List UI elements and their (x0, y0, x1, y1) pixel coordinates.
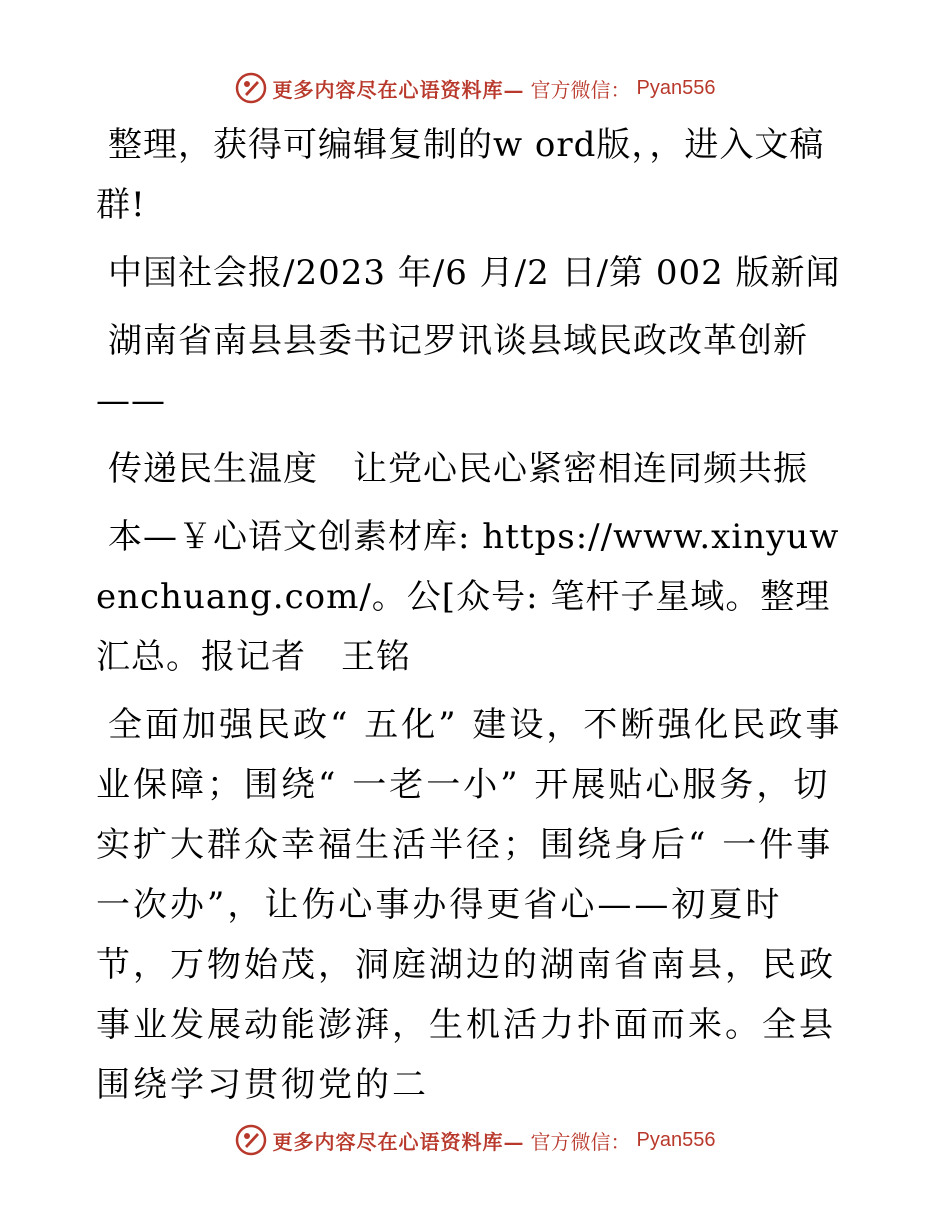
wechat-label: 官方微信： (530, 1129, 631, 1154)
watermark-slogan: 更多内容尽在心语资料库— (272, 1129, 525, 1154)
wechat-id: Pyan556 (636, 76, 716, 99)
wechat-id: Pyan556 (636, 1128, 716, 1151)
brand-logo-icon (235, 1124, 267, 1156)
paragraph-subheadline: 传递民生温度 让党心民心紧密相连同频共振 (108, 449, 808, 489)
paragraph-intro-note: 整理，获得可编辑复制的w ord版，，进入文稿群! (96, 125, 825, 225)
paragraph-headline: 湖南省南县县委书记罗讯谈县域民政改革创新—— (96, 321, 808, 421)
brand-logo-icon (235, 72, 267, 104)
wechat-label: 官方微信： (530, 77, 631, 102)
paragraph-article-body: 全面加强民政“ 五化” 建设，不断强化民政事业保障；围绕“ 一老一小” 开展贴心服务，切实扩大群众幸福生活半径；围绕身后“ 一件事一次办”，让伤心事办得更省心——初夏时节，万物始茂，洞庭湖边的湖南省南县，民政事业发展动能澎湃，生机活力扑面而来。全县围绕学习贯彻党的二 (96, 705, 843, 1105)
watermark-slogan: 更多内容尽在心语资料库— (272, 77, 525, 102)
paragraph-byline: 本—￥心语文创素材库: https://www.xinyuwenchuang.com/。公[众号: 笔杆子星域。整理汇总。报记者 王铭 (96, 517, 840, 677)
footer-watermark-banner (0, 1124, 950, 1156)
paragraph-source-line: 中国社会报/2023 年/6 月/2 日/第 002 版新闻 (108, 253, 841, 293)
document-body (96, 115, 856, 1123)
header-watermark-banner (0, 72, 950, 104)
